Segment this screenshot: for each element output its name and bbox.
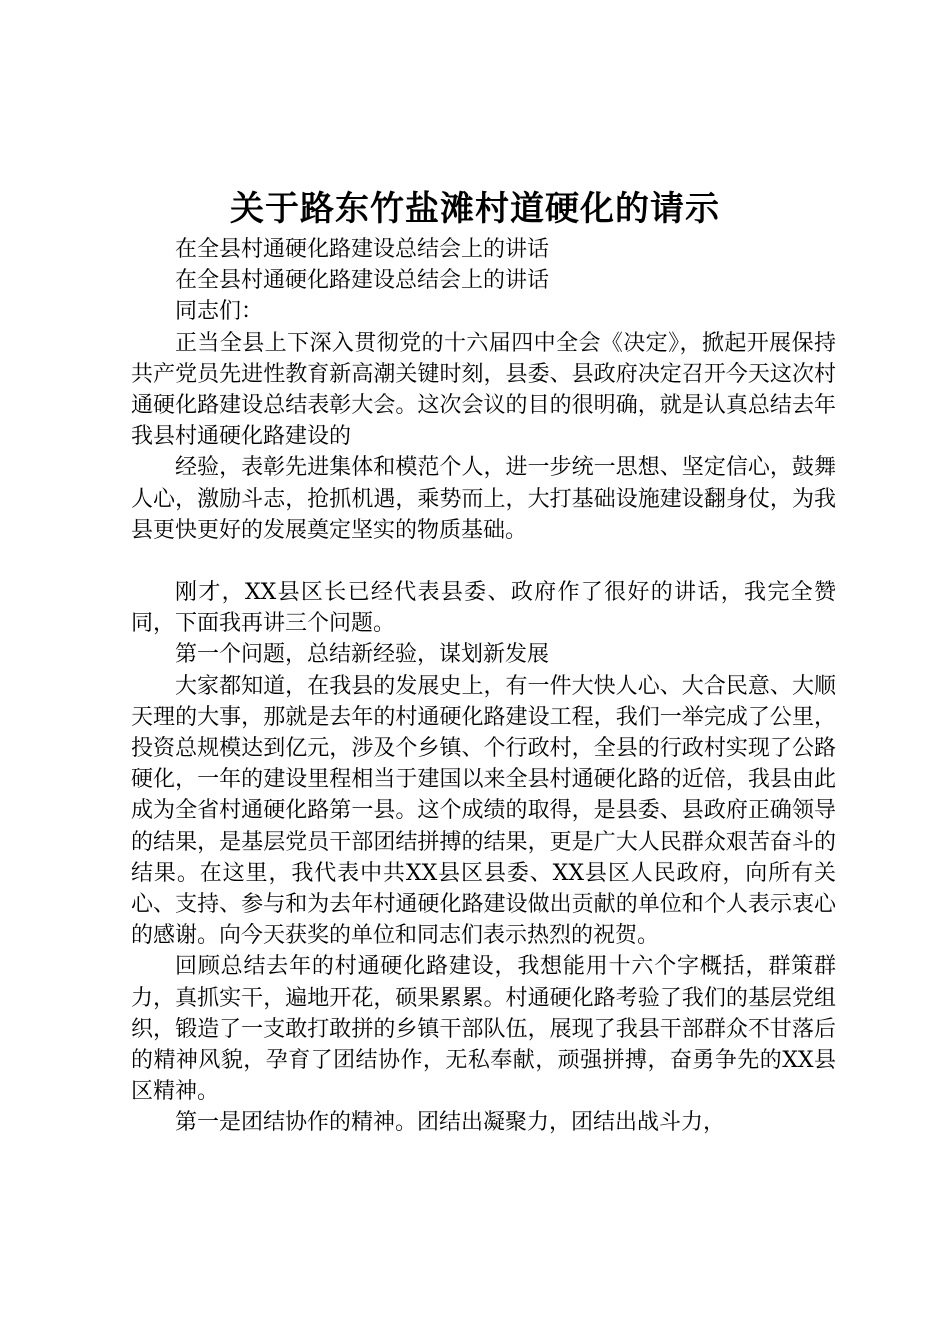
subtitle-line: 在全县村通硬化路建设总结会上的讲话 <box>175 237 550 262</box>
body-paragraph: 回顾总结去年的村通硬化路建设，我想能用十六个字概括，群策群力，真抓实干，遍地开花，硕果累累。村通硬化路考验了我们的基层党组织，锻造了一支敢打敢拼的乡镇干部队伍，展现了我县干部群众不甘落后的精神风貌，孕育了团结协作，无私奉献，顽强拼搏，奋勇争先的XX县区精神。 <box>131 954 836 1105</box>
section-heading: 第一个问题，总结新经验，谋划新发展 <box>175 642 550 668</box>
body-paragraph: 正当全县上下深入贯彻党的十六届四中全会《决定》，掀起开展保持共产党员先进性教育新高潮关键时刻，县委、县政府决定召开今天这次村通硬化路建设总结表彰大会。这次会议的目的很明确，就是认真总结去年我县村通硬化路建设的 <box>131 330 836 450</box>
body-paragraph: 第一是团结协作的精神。团结出凝聚力，团结出战斗力， <box>175 1110 726 1136</box>
document-body <box>131 234 836 1139</box>
salutation: 同志们： <box>175 299 264 325</box>
subtitle-line: 在全县村通硬化路建设总结会上的讲话 <box>175 268 550 294</box>
body-paragraph: 大家都知道，在我县的发展史上，有一件大快人心、大合民意、大顺天理的大事，那就是去年的村通硬化路建设工程，我们一举完成了公里，投资总规模达到亿元，涉及个乡镇、个行政村，全县的行政村实现了公路硬化，一年的建设里程相当于建国以来全县村通硬化路的近倍，我县由此成为全省村通硬化路第一县。这个成绩的取得，是县委、县政府正确领导的结果，是基层党员干部团结拼搏的结果，更是广大人民群众艰苦奋斗的结果。在这里，我代表中共XX县区县委、XX县区人民政府，向所有关心、支持、参与和为去年村通硬化路建设做出贡献的单位和个人表示衷心的感谢。向今天获奖的单位和同志们表示热烈的祝贺。 <box>131 673 836 949</box>
body-paragraph: 刚才，XX县区长已经代表县委、政府作了很好的讲话，我完全赞同，下面我再讲三个问题。 <box>131 580 836 637</box>
document-title: 关于路东竹盐滩村道硬化的请示 <box>230 189 720 229</box>
body-paragraph: 经验，表彰先进集体和模范个人，进一步统一思想、坚定信心，鼓舞人心，激励斗志，抢抓机遇，乘势而上，大打基础设施建设翻身仗，为我县更快更好的发展奠定坚实的物质基础。 <box>131 455 836 543</box>
